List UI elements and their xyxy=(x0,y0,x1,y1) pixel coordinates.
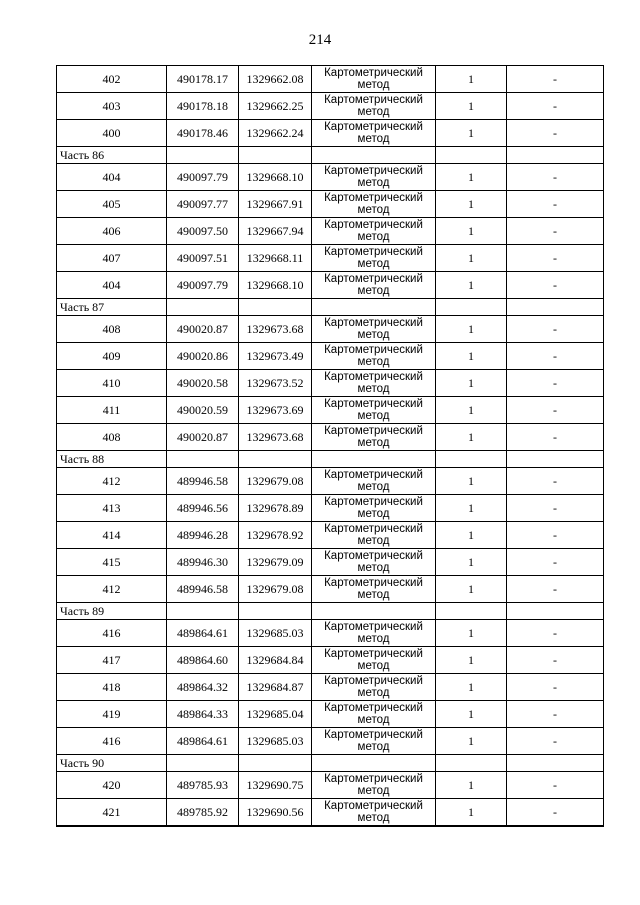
coord-x: 490178.17 xyxy=(167,66,239,93)
point-number: 416 xyxy=(57,620,167,647)
dash-cell: - xyxy=(507,66,604,93)
empty-cell xyxy=(436,299,507,316)
method-line1: Картометрический xyxy=(324,469,423,481)
method-line1: Картометрический xyxy=(324,165,423,177)
method-line1: Картометрический xyxy=(324,94,423,106)
point-number: 414 xyxy=(57,522,167,549)
coord-x: 490097.50 xyxy=(167,218,239,245)
coord-x: 489946.58 xyxy=(167,468,239,495)
table-row xyxy=(57,397,604,424)
method-line1: Картометрический xyxy=(324,675,423,687)
point-number: 404 xyxy=(57,164,167,191)
dash-cell: - xyxy=(507,343,604,370)
empty-cell xyxy=(507,755,604,772)
accuracy: 1 xyxy=(436,647,507,674)
table-row xyxy=(57,245,604,272)
method-line2: метод xyxy=(357,785,390,797)
table-row xyxy=(57,576,604,603)
dash-cell: - xyxy=(507,522,604,549)
coord-y: 1329679.08 xyxy=(239,468,312,495)
point-number: 400 xyxy=(57,120,167,147)
method-cell xyxy=(312,397,436,424)
table-row xyxy=(57,370,604,397)
table-row xyxy=(57,93,604,120)
point-number: 412 xyxy=(57,468,167,495)
point-number: 408 xyxy=(57,424,167,451)
method-line2: метод xyxy=(357,231,390,243)
method-cell xyxy=(312,468,436,495)
accuracy: 1 xyxy=(436,191,507,218)
coord-x: 489946.30 xyxy=(167,549,239,576)
table-row xyxy=(57,620,604,647)
accuracy: 1 xyxy=(436,549,507,576)
method-line2: метод xyxy=(357,437,390,449)
method-line1: Картометрический xyxy=(324,523,423,535)
accuracy: 1 xyxy=(436,576,507,603)
accuracy: 1 xyxy=(436,343,507,370)
method-line2: метод xyxy=(357,356,390,368)
method-line1: Картометрический xyxy=(324,729,423,741)
method-line2: метод xyxy=(357,687,390,699)
dash-cell: - xyxy=(507,799,604,827)
method-line1: Картометрический xyxy=(324,246,423,258)
method-line2: метод xyxy=(357,508,390,520)
table-row xyxy=(57,549,604,576)
method-cell xyxy=(312,343,436,370)
coord-x: 490097.79 xyxy=(167,272,239,299)
method-line2: метод xyxy=(357,383,390,395)
method-cell xyxy=(312,549,436,576)
dash-cell: - xyxy=(507,424,604,451)
table-row xyxy=(57,522,604,549)
section-row xyxy=(57,755,604,772)
method-line2: метод xyxy=(357,481,390,493)
accuracy: 1 xyxy=(436,272,507,299)
dash-cell: - xyxy=(507,397,604,424)
method-line1: Картометрический xyxy=(324,425,423,437)
coord-x: 489946.58 xyxy=(167,576,239,603)
method-cell xyxy=(312,728,436,755)
accuracy: 1 xyxy=(436,620,507,647)
method-line1: Картометрический xyxy=(324,398,423,410)
dash-cell: - xyxy=(507,701,604,728)
table-row xyxy=(57,799,604,827)
coord-x: 489946.56 xyxy=(167,495,239,522)
method-cell xyxy=(312,120,436,147)
coord-y: 1329667.91 xyxy=(239,191,312,218)
empty-cell xyxy=(239,299,312,316)
method-cell xyxy=(312,218,436,245)
table-row xyxy=(57,728,604,755)
coord-x: 489864.32 xyxy=(167,674,239,701)
method-line2: метод xyxy=(357,410,390,422)
point-number: 418 xyxy=(57,674,167,701)
accuracy: 1 xyxy=(436,120,507,147)
accuracy: 1 xyxy=(436,245,507,272)
point-number: 419 xyxy=(57,701,167,728)
table-row xyxy=(57,272,604,299)
coord-x: 489864.60 xyxy=(167,647,239,674)
table-row xyxy=(57,218,604,245)
coord-y: 1329685.03 xyxy=(239,728,312,755)
method-line1: Картометрический xyxy=(324,121,423,133)
point-number: 417 xyxy=(57,647,167,674)
coord-y: 1329679.08 xyxy=(239,576,312,603)
table-row xyxy=(57,120,604,147)
empty-cell xyxy=(167,603,239,620)
section-label: Часть 87 xyxy=(57,299,167,316)
coord-x: 489864.61 xyxy=(167,728,239,755)
point-number: 408 xyxy=(57,316,167,343)
coord-y: 1329673.68 xyxy=(239,316,312,343)
dash-cell: - xyxy=(507,191,604,218)
accuracy: 1 xyxy=(436,93,507,120)
method-line1: Картометрический xyxy=(324,496,423,508)
coord-y: 1329673.52 xyxy=(239,370,312,397)
coord-y: 1329662.25 xyxy=(239,93,312,120)
coord-y: 1329662.08 xyxy=(239,66,312,93)
coord-y: 1329668.10 xyxy=(239,272,312,299)
point-number: 402 xyxy=(57,66,167,93)
section-label: Часть 86 xyxy=(57,147,167,164)
method-cell xyxy=(312,245,436,272)
coord-x: 489785.92 xyxy=(167,799,239,827)
method-line1: Картометрический xyxy=(324,773,423,785)
method-line1: Картометрический xyxy=(324,273,423,285)
coord-y: 1329673.49 xyxy=(239,343,312,370)
method-cell xyxy=(312,272,436,299)
method-cell xyxy=(312,620,436,647)
method-line2: метод xyxy=(357,714,390,726)
method-line2: метод xyxy=(357,258,390,270)
method-cell xyxy=(312,424,436,451)
empty-cell xyxy=(167,755,239,772)
point-number: 412 xyxy=(57,576,167,603)
empty-cell xyxy=(436,755,507,772)
dash-cell: - xyxy=(507,164,604,191)
accuracy: 1 xyxy=(436,164,507,191)
empty-cell xyxy=(507,603,604,620)
method-line2: метод xyxy=(357,633,390,645)
method-cell xyxy=(312,647,436,674)
empty-cell xyxy=(507,451,604,468)
point-number: 407 xyxy=(57,245,167,272)
accuracy: 1 xyxy=(436,218,507,245)
empty-cell xyxy=(312,299,436,316)
method-cell xyxy=(312,370,436,397)
method-line1: Картометрический xyxy=(324,67,423,79)
coord-x: 490178.18 xyxy=(167,93,239,120)
coord-x: 489864.61 xyxy=(167,620,239,647)
point-number: 420 xyxy=(57,772,167,799)
point-number: 409 xyxy=(57,343,167,370)
method-line2: метод xyxy=(357,79,390,91)
method-cell xyxy=(312,772,436,799)
method-line2: метод xyxy=(357,812,390,824)
method-line2: метод xyxy=(357,329,390,341)
table-row xyxy=(57,495,604,522)
dash-cell: - xyxy=(507,316,604,343)
table-row xyxy=(57,674,604,701)
method-line1: Картометрический xyxy=(324,344,423,356)
page-number: 214 xyxy=(308,32,332,48)
point-number: 404 xyxy=(57,272,167,299)
method-line2: метод xyxy=(357,133,390,145)
method-line2: метод xyxy=(357,589,390,601)
dash-cell: - xyxy=(507,728,604,755)
method-cell xyxy=(312,522,436,549)
empty-cell xyxy=(436,147,507,164)
dash-cell: - xyxy=(507,468,604,495)
table-row xyxy=(57,316,604,343)
empty-cell xyxy=(239,147,312,164)
coord-x: 489946.28 xyxy=(167,522,239,549)
coord-y: 1329673.69 xyxy=(239,397,312,424)
point-number: 421 xyxy=(57,799,167,827)
accuracy: 1 xyxy=(436,772,507,799)
empty-cell xyxy=(239,603,312,620)
empty-cell xyxy=(312,603,436,620)
empty-cell xyxy=(507,147,604,164)
section-row xyxy=(57,603,604,620)
coord-x: 490097.79 xyxy=(167,164,239,191)
coord-y: 1329678.89 xyxy=(239,495,312,522)
dash-cell: - xyxy=(507,120,604,147)
point-number: 405 xyxy=(57,191,167,218)
accuracy: 1 xyxy=(436,66,507,93)
section-label: Часть 89 xyxy=(57,603,167,620)
coord-x: 490020.58 xyxy=(167,370,239,397)
table-row xyxy=(57,424,604,451)
method-cell xyxy=(312,674,436,701)
empty-cell xyxy=(507,299,604,316)
empty-cell xyxy=(436,451,507,468)
accuracy: 1 xyxy=(436,424,507,451)
dash-cell: - xyxy=(507,272,604,299)
point-number: 411 xyxy=(57,397,167,424)
section-row xyxy=(57,451,604,468)
empty-cell xyxy=(167,299,239,316)
coord-y: 1329690.56 xyxy=(239,799,312,827)
table-row xyxy=(57,468,604,495)
coord-y: 1329685.03 xyxy=(239,620,312,647)
method-line1: Картометрический xyxy=(324,800,423,812)
coord-x: 489864.33 xyxy=(167,701,239,728)
coord-y: 1329684.87 xyxy=(239,674,312,701)
coord-x: 490178.46 xyxy=(167,120,239,147)
coord-x: 490020.87 xyxy=(167,316,239,343)
coord-x: 490097.77 xyxy=(167,191,239,218)
empty-cell xyxy=(312,755,436,772)
coordinates-table-body xyxy=(57,66,604,827)
empty-cell xyxy=(239,451,312,468)
method-line1: Картометрический xyxy=(324,577,423,589)
coord-y: 1329668.11 xyxy=(239,245,312,272)
dash-cell: - xyxy=(507,576,604,603)
method-line1: Картометрический xyxy=(324,371,423,383)
empty-cell xyxy=(167,147,239,164)
dash-cell: - xyxy=(507,370,604,397)
table-row xyxy=(57,191,604,218)
method-line2: метод xyxy=(357,660,390,672)
coord-x: 490097.51 xyxy=(167,245,239,272)
method-cell xyxy=(312,66,436,93)
method-line1: Картометрический xyxy=(324,192,423,204)
table-row xyxy=(57,343,604,370)
method-line1: Картометрический xyxy=(324,550,423,562)
method-cell xyxy=(312,191,436,218)
coord-y: 1329673.68 xyxy=(239,424,312,451)
empty-cell xyxy=(436,603,507,620)
accuracy: 1 xyxy=(436,316,507,343)
coord-y: 1329667.94 xyxy=(239,218,312,245)
point-number: 413 xyxy=(57,495,167,522)
coord-y: 1329690.75 xyxy=(239,772,312,799)
dash-cell: - xyxy=(507,495,604,522)
dash-cell: - xyxy=(507,549,604,576)
dash-cell: - xyxy=(507,245,604,272)
coord-y: 1329678.92 xyxy=(239,522,312,549)
dash-cell: - xyxy=(507,620,604,647)
method-line1: Картометрический xyxy=(324,648,423,660)
empty-cell xyxy=(167,451,239,468)
method-cell xyxy=(312,164,436,191)
method-line1: Картометрический xyxy=(324,702,423,714)
section-label: Часть 90 xyxy=(57,755,167,772)
section-row xyxy=(57,299,604,316)
coord-y: 1329668.10 xyxy=(239,164,312,191)
table-row xyxy=(57,647,604,674)
accuracy: 1 xyxy=(436,468,507,495)
method-cell xyxy=(312,93,436,120)
section-label: Часть 88 xyxy=(57,451,167,468)
method-line2: метод xyxy=(357,204,390,216)
accuracy: 1 xyxy=(436,397,507,424)
method-line2: метод xyxy=(357,177,390,189)
point-number: 406 xyxy=(57,218,167,245)
coord-x: 490020.59 xyxy=(167,397,239,424)
coordinates-table xyxy=(56,65,604,827)
coord-x: 489785.93 xyxy=(167,772,239,799)
dash-cell: - xyxy=(507,674,604,701)
accuracy: 1 xyxy=(436,370,507,397)
coord-x: 490020.86 xyxy=(167,343,239,370)
dash-cell: - xyxy=(507,218,604,245)
accuracy: 1 xyxy=(436,799,507,827)
table-row xyxy=(57,701,604,728)
method-line1: Картометрический xyxy=(324,219,423,231)
dash-cell: - xyxy=(507,93,604,120)
method-line2: метод xyxy=(357,106,390,118)
method-line2: метод xyxy=(357,285,390,297)
point-number: 416 xyxy=(57,728,167,755)
coord-y: 1329684.84 xyxy=(239,647,312,674)
method-cell xyxy=(312,576,436,603)
method-line1: Картометрический xyxy=(324,621,423,633)
dash-cell: - xyxy=(507,772,604,799)
method-cell xyxy=(312,495,436,522)
coord-y: 1329679.09 xyxy=(239,549,312,576)
table-row xyxy=(57,772,604,799)
point-number: 403 xyxy=(57,93,167,120)
empty-cell xyxy=(239,755,312,772)
method-cell xyxy=(312,701,436,728)
method-line2: метод xyxy=(357,741,390,753)
coord-y: 1329662.24 xyxy=(239,120,312,147)
accuracy: 1 xyxy=(436,495,507,522)
empty-cell xyxy=(312,451,436,468)
accuracy: 1 xyxy=(436,522,507,549)
coord-x: 490020.87 xyxy=(167,424,239,451)
method-line2: метод xyxy=(357,535,390,547)
accuracy: 1 xyxy=(436,674,507,701)
method-line2: метод xyxy=(357,562,390,574)
empty-cell xyxy=(312,147,436,164)
table-row xyxy=(57,164,604,191)
method-line1: Картометрический xyxy=(324,317,423,329)
point-number: 410 xyxy=(57,370,167,397)
method-cell xyxy=(312,799,436,827)
accuracy: 1 xyxy=(436,728,507,755)
section-row xyxy=(57,147,604,164)
table-row xyxy=(57,66,604,93)
dash-cell: - xyxy=(507,647,604,674)
coord-y: 1329685.04 xyxy=(239,701,312,728)
accuracy: 1 xyxy=(436,701,507,728)
method-cell xyxy=(312,316,436,343)
point-number: 415 xyxy=(57,549,167,576)
